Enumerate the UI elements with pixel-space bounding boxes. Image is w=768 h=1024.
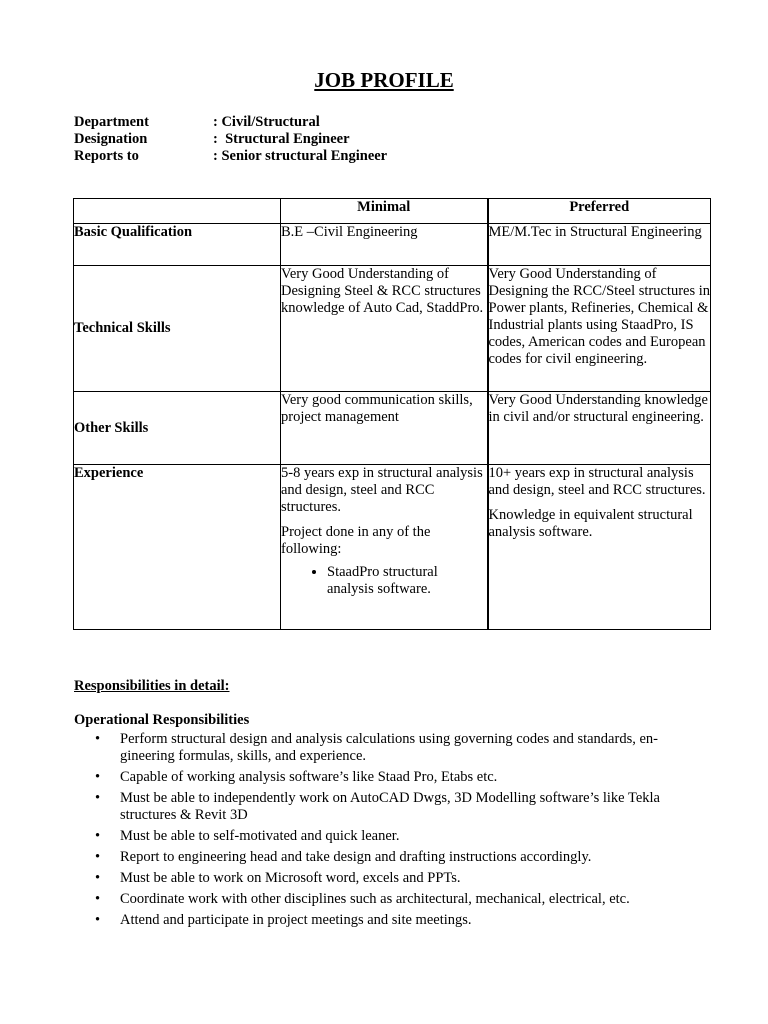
basic-minimal: B.E –Civil Engineering — [281, 224, 488, 266]
table-row-other — [74, 392, 711, 465]
row-label-experience: Experience — [74, 465, 281, 630]
list-item-text: Perform structural design and analysis calculations using governing codes and standards, en-gineering formulas, skills, and experience. — [120, 731, 658, 764]
list-item-text: Must be able to independently work on AutoCAD Dwgs, 3D Modelling software’s like Tekla structures & Revit 3D — [120, 790, 660, 823]
list-item — [74, 828, 710, 845]
meta-value: : Senior structural Engineer — [213, 148, 388, 164]
table-row-basic — [74, 224, 711, 266]
meta-label: Reports to — [74, 148, 139, 164]
list-item — [74, 790, 710, 824]
experience-minimal-list — [281, 564, 487, 598]
meta-label: Designation — [74, 131, 148, 147]
meta-row-department — [74, 114, 387, 131]
experience-preferred-text: 10+ years exp in structural analysis and design, steel and RCC structures. — [488, 465, 706, 498]
other-minimal: Very good communication skills, project management — [281, 392, 488, 465]
list-item-text: Attend and participate in project meetings and site meetings. — [120, 912, 472, 928]
bullet-icon: • — [95, 731, 101, 747]
bullet-icon: • — [95, 790, 101, 806]
meta-label: Department — [74, 114, 149, 130]
header-minimal: Minimal — [281, 199, 488, 224]
meta-row-designation — [74, 131, 387, 148]
table-header-row — [74, 199, 711, 224]
list-item — [74, 912, 710, 929]
experience-minimal-text: 5-8 years exp in structural analysis and design, steel and RCC structures. — [281, 465, 483, 515]
list-item — [74, 849, 710, 866]
bullet-icon: • — [95, 870, 101, 886]
list-item — [74, 870, 710, 887]
list-item-text: Capable of working analysis software’s like Staad Pro, Etabs etc. — [120, 769, 498, 785]
list-item — [74, 769, 710, 786]
bullet-icon: • — [95, 828, 101, 844]
list-item — [74, 731, 710, 765]
bullet-icon: • — [95, 849, 101, 865]
experience-preferred-software: Knowledge in equivalent structural analysis software. — [488, 507, 693, 540]
operational-heading: Operational Responsibilities — [74, 712, 250, 728]
experience-preferred — [488, 465, 711, 630]
row-label-basic: Basic Qualification — [74, 224, 281, 266]
job-meta-block — [74, 114, 387, 165]
experience-minimal-projects: Project done in any of the following: — [281, 524, 431, 557]
table-row-technical — [74, 266, 711, 392]
technical-preferred: Very Good Understanding of Designing the RCC/Steel structures in Power plants, Refineries, Chemical & Industrial plants using StaadPro, IS codes, American codes and European codes for civil engineering. — [488, 266, 711, 392]
list-item: • StaadPro structural analysis software. — [327, 564, 487, 598]
table-row-experience — [74, 465, 711, 630]
row-label-other: Other Skills — [74, 392, 281, 465]
meta-row-reports-to — [74, 148, 387, 165]
meta-value: : Civil/Structural — [213, 114, 320, 130]
bullet-icon: • — [95, 891, 101, 907]
row-label-technical: Technical Skills — [74, 266, 281, 392]
list-item — [74, 891, 710, 908]
basic-preferred: ME/M.Tec in Structural Engineering — [488, 224, 711, 266]
qualification-table — [73, 198, 711, 630]
other-preferred: Very Good Understanding knowledge in civil and/or structural engineering. — [488, 392, 711, 465]
page-title: JOB PROFILE — [314, 68, 454, 92]
experience-minimal — [281, 465, 488, 630]
bullet-icon: • — [95, 769, 101, 785]
header-empty-cell — [74, 199, 281, 224]
list-item-text: Coordinate work with other disciplines such as architectural, mechanical, electrical, etc. — [120, 891, 630, 907]
technical-minimal: Very Good Understanding of Designing Steel & RCC structures knowledge of Auto Cad, StaddPro. — [281, 266, 488, 392]
list-item-text: Must be able to work on Microsoft word, excels and PPTs. — [120, 870, 461, 886]
meta-value: : Structural Engineer — [213, 131, 350, 147]
list-item-text: Must be able to self-motivated and quick leaner. — [120, 828, 400, 844]
header-preferred: Preferred — [488, 199, 711, 224]
list-item-text: Report to engineering head and take design and drafting instructions accordingly. — [120, 849, 592, 865]
responsibilities-list — [74, 731, 710, 933]
responsibilities-heading: Responsibilities in detail: — [74, 678, 230, 694]
bullet-icon: • — [95, 912, 101, 928]
